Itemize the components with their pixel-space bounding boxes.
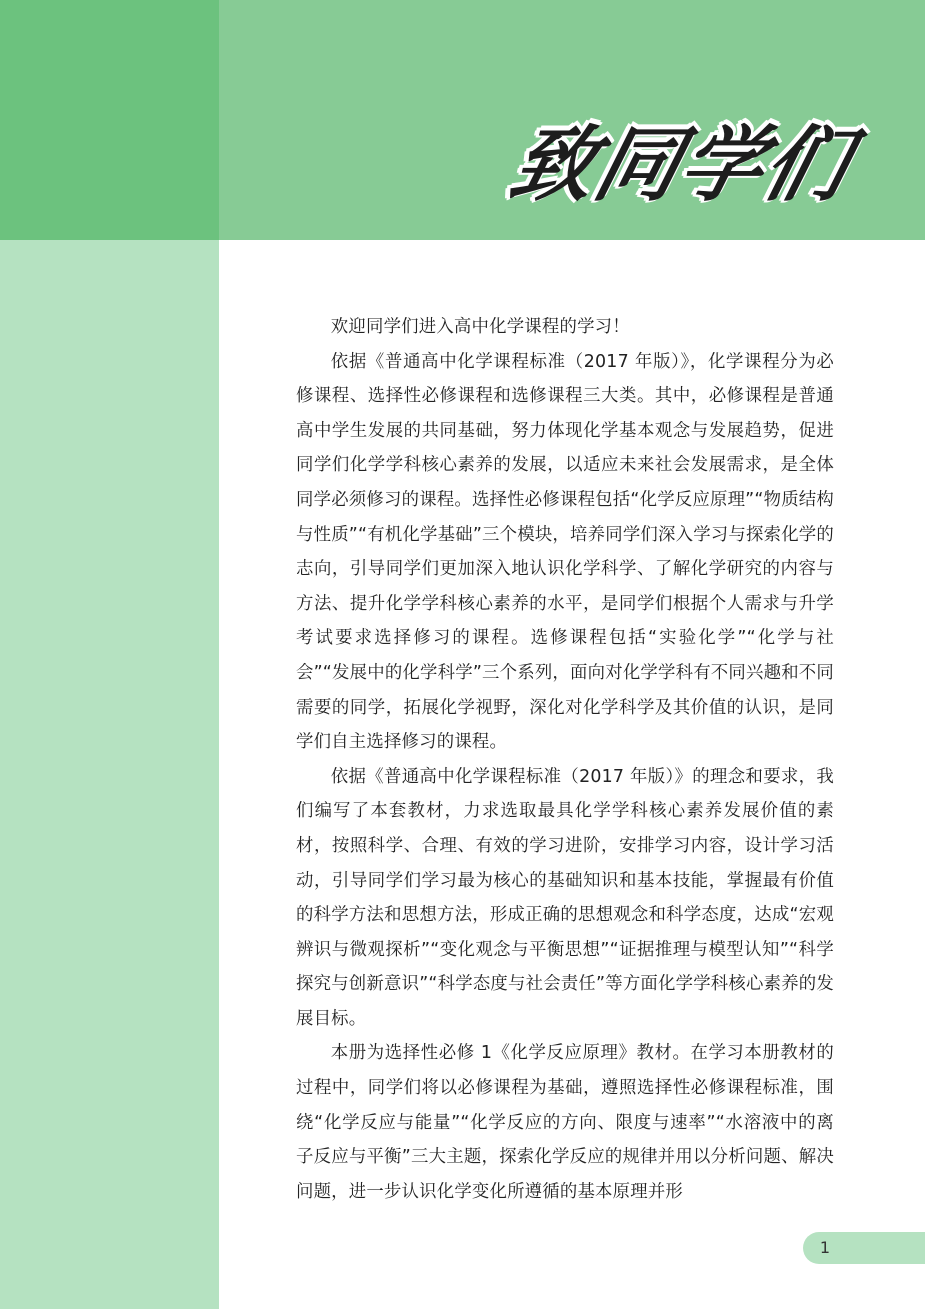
body-text [296,310,834,1209]
left-margin-strip [0,240,219,1309]
paragraph-textbook-goals: 依据《普通高中化学课程标准（2017 年版）》的理念和要求，我们编写了本套教材，力求选取最具化学学科核心素养发展价值的素材，按照科学、合理、有效的学习进阶，安排学习内容，设计学习活动，引导同学们学习最为核心的基础知识和基本技能，掌握最有价值的科学方法和思想方法，形成正确的思想观念和科学态度，达成“宏观辨识与微观探析”“变化观念与平衡思想”“证据推理与模型认知”“科学探究与创新意识”“科学态度与社会责任”等方面化学学科核心素养的发展目标。 [296,766,834,1029]
paragraph-curriculum-structure: 依据《普通高中化学课程标准（2017 年版）》，化学课程分为必修课程、选择性必修课程和选修课程三大类。其中，必修课程是普通高中学生发展的共同基础，努力体现化学基本观念与发展趋势，促进同学们化学学科核心素养的发展，以适应未来社会发展需求，是全体同学必须修习的课程。选择性必修课程包括“化学反应原理”“物质结构与性质”“有机化学基础”三个模块，培养同学们深入学习与探索化学的志向，引导同学们更加深入地认识化学科学、了解化学研究的内容与方法、提升化学学科核心素养的水平，是同学们根据个人需求与升学考试要求选择修习的课程。选修课程包括“实验化学”“化学与社会”“发展中的化学科学”三个系列，面向对化学学科有不同兴趣和不同需要的同学，拓展化学视野，深化对化学科学及其价值的认识，是同学们自主选择修习的课程。 [296,351,834,753]
header-accent-block [0,0,219,240]
page-number: 1 [819,1238,831,1257]
paragraph-volume-intro: 本册为选择性必修 1《化学反应原理》教材。在学习本册教材的过程中，同学们将以必修课程为基础，遵照选择性必修课程标准，围绕“化学反应与能量”“化学反应的方向、限度与速率”“水溶液中的离子反应与平衡”三大主题，探索化学反应的规律并用以分析问题、解决问题，进一步认识化学变化所遵循的基本原理并形 [296,1043,834,1202]
page-number-tab [803,1232,925,1264]
paragraph-welcome: 欢迎同学们进入高中化学课程的学习！ [330,317,630,337]
page-title: 致同学们 [501,118,862,213]
